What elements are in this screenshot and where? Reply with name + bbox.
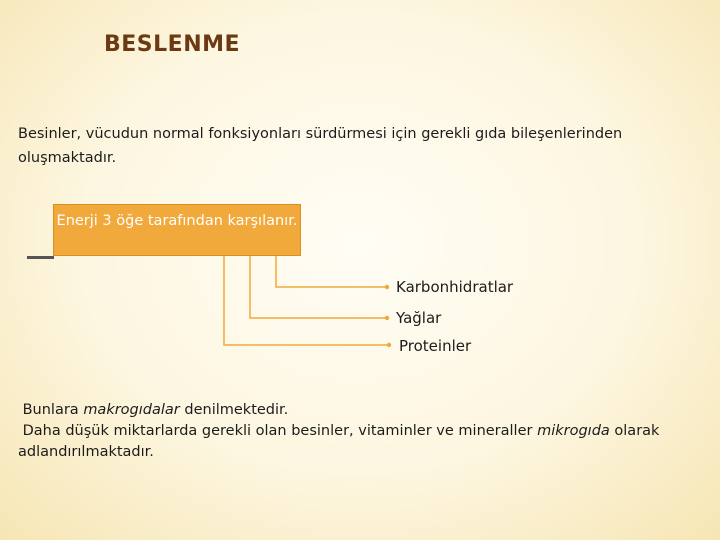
connector-line-carbohydrates — [276, 256, 386, 287]
macro-sentence: Bunlara makrogıdalar denilmektedir. — [22, 402, 289, 418]
connector-dot-fats — [385, 316, 389, 320]
connector-dot-proteins — [387, 343, 391, 347]
intro-paragraph: Besinler, vücudun normal fonksiyonları sürdürmesi için gerekli gıda bileşenlerinden oluşmaktadır. — [18, 126, 623, 166]
connector-dot-carbohydrates — [385, 285, 389, 289]
page-title: BESLENME — [104, 32, 241, 57]
energy-box: Enerji 3 öğe tarafından karşılanır. — [53, 204, 301, 256]
micro-sentence: Daha düşük miktarlarda gerekli olan besinler, vitaminler ve mineraller mikrogıda olarak adlandırılmaktadır. — [18, 423, 660, 460]
bottom-text — [18, 400, 708, 463]
connector-line-proteins — [224, 256, 388, 345]
macro-item-fats: Yağlar — [396, 309, 442, 327]
macro-item-carbohydrates: Karbonhidratlar — [396, 278, 514, 296]
macro-item-proteins: Proteinler — [399, 337, 472, 355]
